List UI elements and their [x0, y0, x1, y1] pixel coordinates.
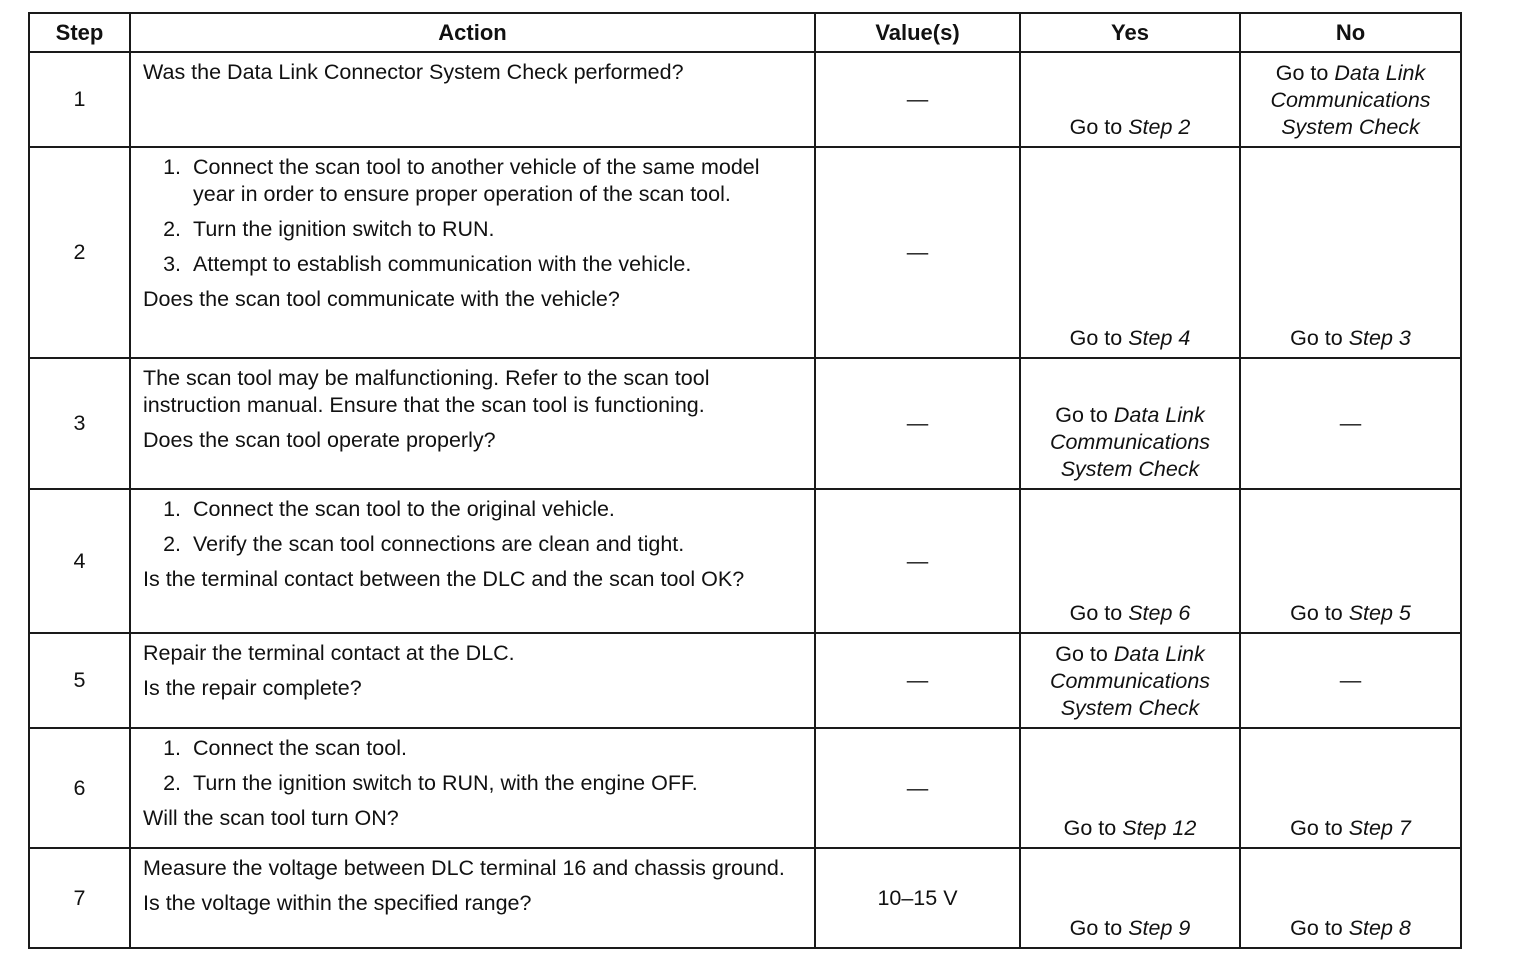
- no-step-reference[interactable]: Step 7: [1348, 816, 1411, 840]
- yes-cell: [1020, 52, 1240, 147]
- no-cell: [1240, 52, 1461, 147]
- table-row: [29, 848, 1461, 948]
- header-yes: Yes: [1020, 13, 1240, 52]
- value-cell: —: [815, 147, 1020, 358]
- action-instruction: Repair the terminal contact at the DLC.: [143, 641, 515, 665]
- no-step-reference[interactable]: Data Link Communications System Check: [1270, 61, 1431, 139]
- action-cell: [130, 728, 815, 848]
- table-body: [29, 52, 1461, 948]
- no-step-reference[interactable]: Step 5: [1348, 601, 1411, 625]
- substep-item: 1. Connect the scan tool to the original vehicle.: [187, 496, 804, 523]
- action-cell: [130, 489, 815, 633]
- yes-step-reference[interactable]: Step 9: [1128, 916, 1191, 940]
- yes-cell: [1020, 358, 1240, 489]
- yes-step-reference[interactable]: Data Link Communications System Check: [1049, 642, 1211, 720]
- header-action: Action: [130, 13, 815, 52]
- no-go-to-label: Go to: [1290, 916, 1343, 940]
- yes-go-to-label: Go to: [1069, 115, 1123, 139]
- header-row: [29, 13, 1461, 52]
- yes-go-to-label: Go to: [1055, 403, 1108, 427]
- header-step: Step: [29, 13, 130, 52]
- yes-go-to-label: Go to: [1069, 601, 1123, 625]
- value-cell: —: [815, 633, 1020, 728]
- step-number: 6: [29, 728, 130, 848]
- action-cell: [130, 52, 815, 147]
- table-row: [29, 358, 1461, 489]
- action-instruction: Measure the voltage between DLC terminal 16 and chassis ground.: [143, 856, 785, 880]
- action-cell: [130, 358, 815, 489]
- action-question: Is the voltage within the specified range?: [143, 891, 532, 915]
- value-cell: —: [815, 52, 1020, 147]
- no-cell: [1240, 633, 1461, 728]
- value-cell: —: [815, 728, 1020, 848]
- action-cell: [130, 147, 815, 358]
- no-go-to-label: Go to: [1290, 601, 1343, 625]
- no-cell: [1240, 147, 1461, 358]
- substep-list: [143, 154, 804, 278]
- yes-cell: [1020, 848, 1240, 948]
- no-go-to-label: Go to: [1290, 326, 1343, 350]
- no-dash: —: [1339, 667, 1362, 692]
- step-number: 7: [29, 848, 130, 948]
- yes-cell: [1020, 489, 1240, 633]
- substep-item: 2. Verify the scan tool connections are clean and tight.: [187, 531, 804, 558]
- header-values: Value(s): [815, 13, 1020, 52]
- action-question: Does the scan tool operate properly?: [143, 428, 496, 452]
- table-row: [29, 489, 1461, 633]
- no-cell: [1240, 489, 1461, 633]
- action-cell: [130, 633, 815, 728]
- substep-item: 2. Turn the ignition switch to RUN, with the engine OFF.: [187, 770, 804, 797]
- action-question: Is the terminal contact between the DLC and the scan tool OK?: [143, 567, 745, 591]
- yes-cell: [1020, 147, 1240, 358]
- substep-list: [143, 496, 804, 558]
- yes-go-to-label: Go to: [1069, 916, 1123, 940]
- no-step-reference[interactable]: Step 8: [1348, 916, 1411, 940]
- no-cell: [1240, 728, 1461, 848]
- no-step-reference[interactable]: Step 3: [1348, 326, 1411, 350]
- no-dash: —: [1339, 410, 1362, 435]
- step-number: 1: [29, 52, 130, 147]
- no-cell: [1240, 358, 1461, 489]
- substep-item: 1. Connect the scan tool.: [187, 735, 804, 762]
- table-row: [29, 52, 1461, 147]
- no-go-to-label: Go to: [1290, 816, 1343, 840]
- yes-cell: [1020, 633, 1240, 728]
- no-cell: [1240, 848, 1461, 948]
- table-row: [29, 728, 1461, 848]
- substep-item: 3. Attempt to establish communication with the vehicle.: [187, 251, 804, 278]
- yes-step-reference[interactable]: Data Link Communications System Check: [1049, 403, 1211, 481]
- no-go-to-label: Go to: [1275, 61, 1329, 85]
- substep-item: 1. Connect the scan tool to another vehicle of the same model year in order to ensure proper operation of the scan tool.: [187, 154, 804, 208]
- yes-step-reference[interactable]: Step 12: [1122, 816, 1197, 840]
- yes-cell: [1020, 728, 1240, 848]
- step-number: 4: [29, 489, 130, 633]
- action-question: Is the repair complete?: [143, 676, 362, 700]
- substep-item: 2. Turn the ignition switch to RUN.: [187, 216, 804, 243]
- action-instruction: The scan tool may be malfunctioning. Refer to the scan tool instruction manual. Ensure that the scan tool is functioning.: [143, 366, 710, 417]
- table-row: [29, 633, 1461, 728]
- table-row: [29, 147, 1461, 358]
- yes-go-to-label: Go to: [1055, 642, 1108, 666]
- value-cell: —: [815, 489, 1020, 633]
- header-no: No: [1240, 13, 1461, 52]
- yes-step-reference[interactable]: Step 6: [1128, 601, 1191, 625]
- yes-go-to-label: Go to: [1069, 326, 1123, 350]
- action-question: Was the Data Link Connector System Check performed?: [143, 60, 684, 84]
- yes-step-reference[interactable]: Step 4: [1128, 326, 1191, 350]
- diagnostic-table-sheet: [28, 12, 1460, 949]
- action-cell: [130, 848, 815, 948]
- value-cell: 10–15 V: [815, 848, 1020, 948]
- action-question: Will the scan tool turn ON?: [143, 806, 399, 830]
- value-cell: —: [815, 358, 1020, 489]
- substep-list: [143, 735, 804, 797]
- yes-go-to-label: Go to: [1063, 816, 1117, 840]
- step-number: 3: [29, 358, 130, 489]
- diagnostic-table: [28, 12, 1462, 949]
- step-number: 2: [29, 147, 130, 358]
- action-question: Does the scan tool communicate with the vehicle?: [143, 287, 620, 311]
- step-number: 5: [29, 633, 130, 728]
- yes-step-reference[interactable]: Step 2: [1128, 115, 1191, 139]
